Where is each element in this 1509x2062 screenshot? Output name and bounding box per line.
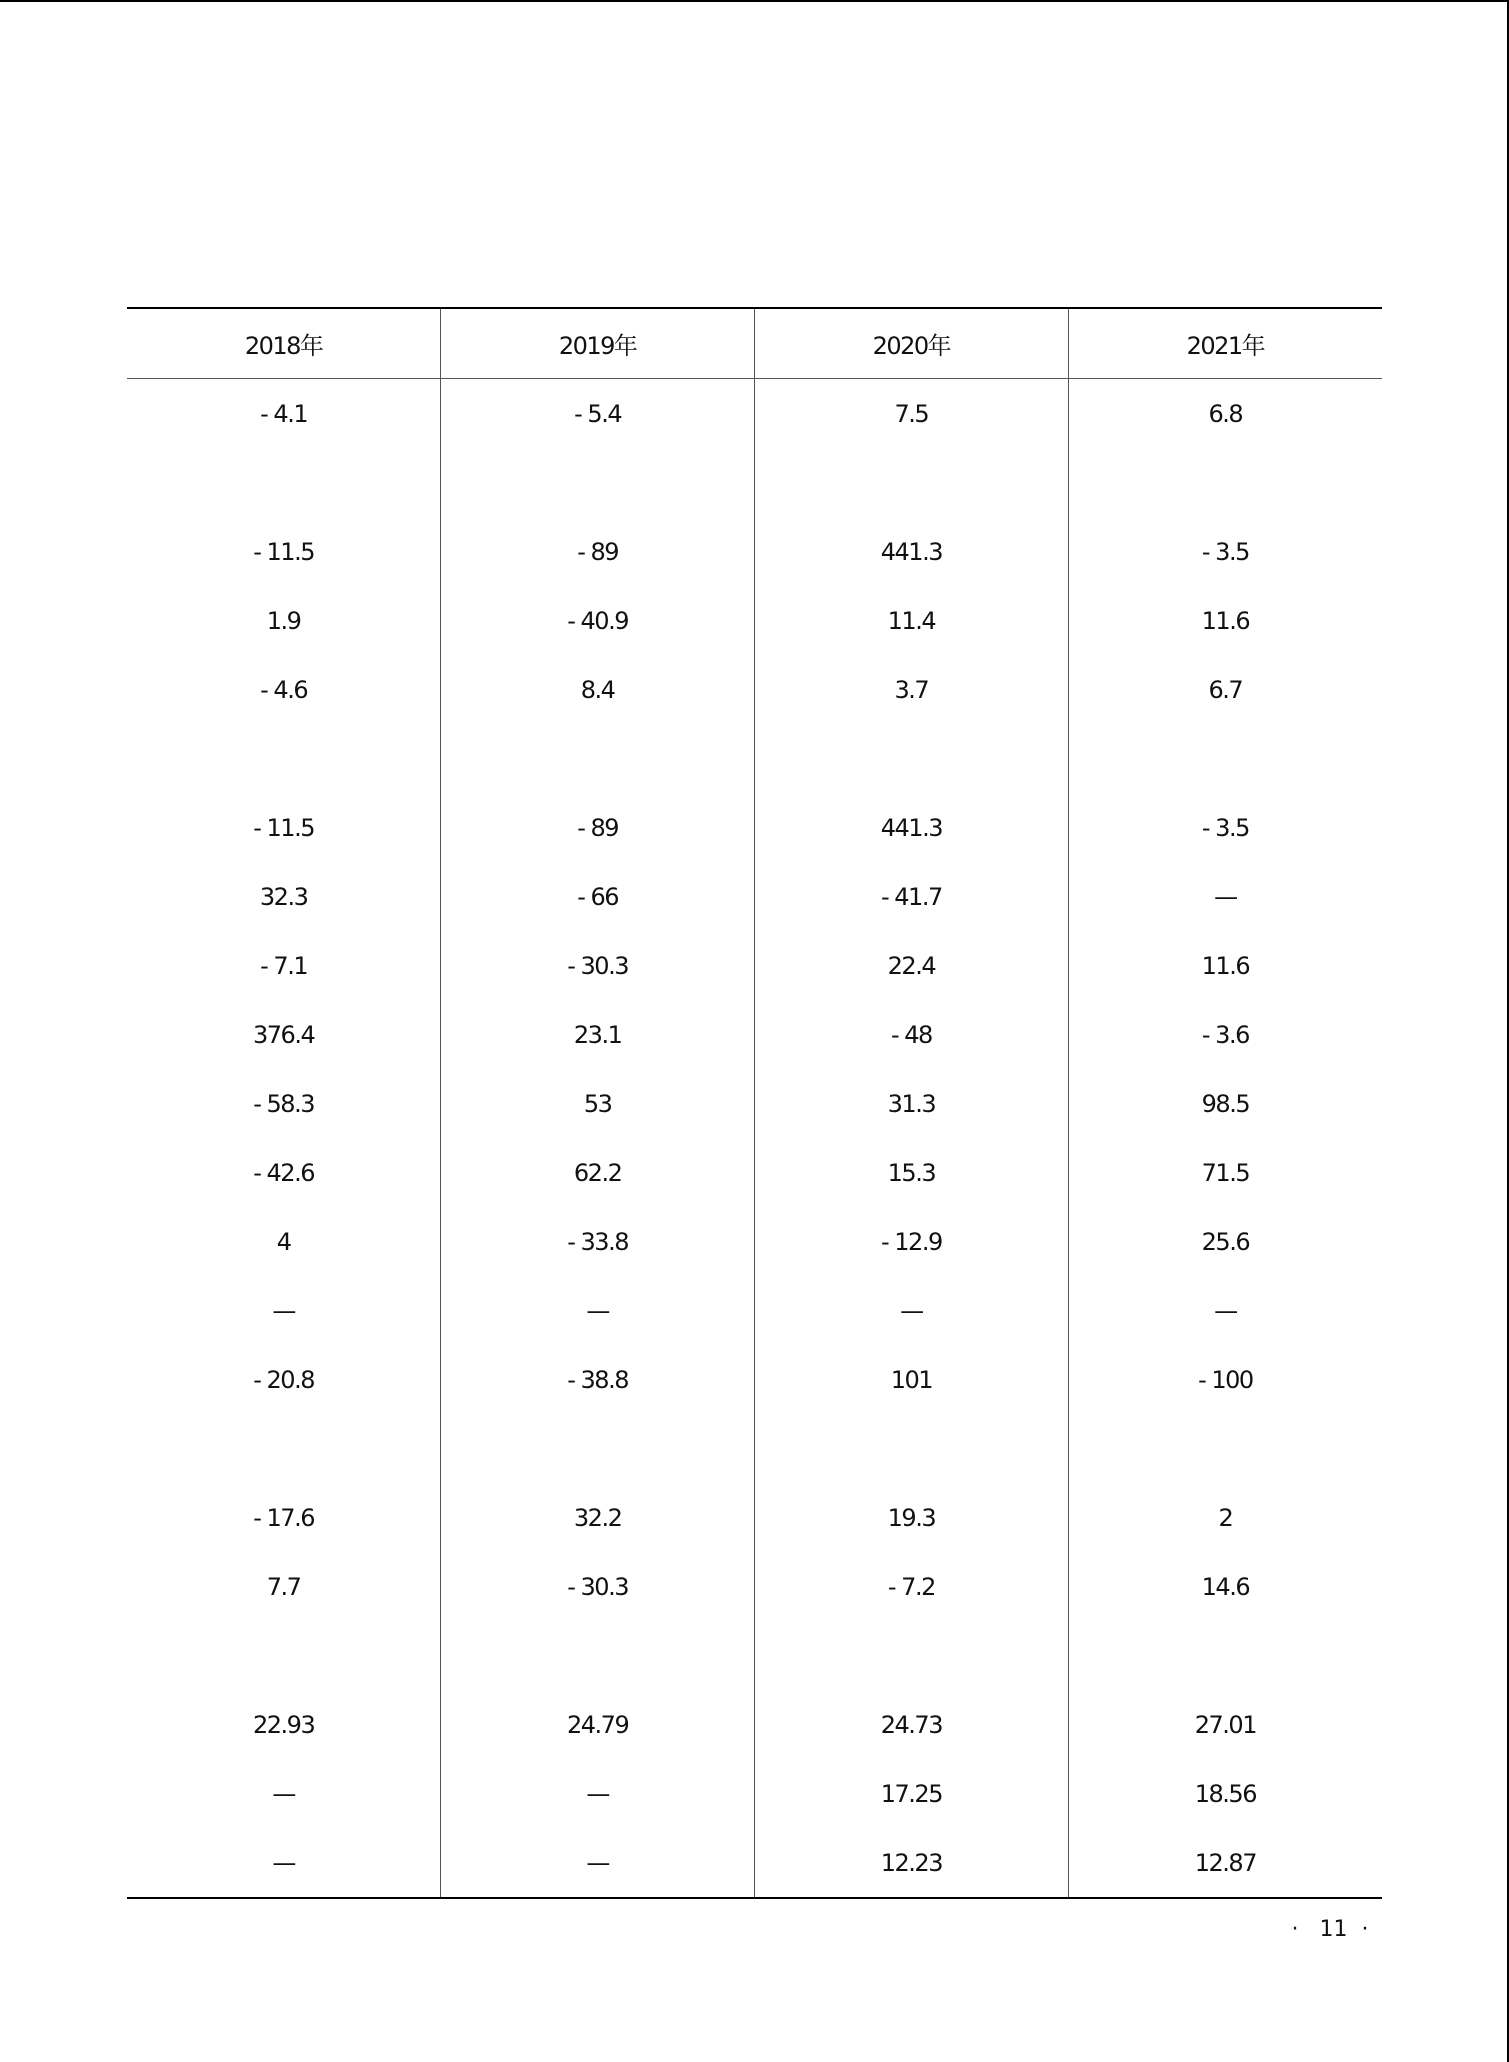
- table-cell: - 89: [441, 793, 755, 862]
- table-cell: - 17.6: [253, 1503, 314, 1532]
- table-cell: 15.3: [755, 1138, 1069, 1207]
- table-cell: 8.4: [441, 655, 755, 724]
- table-cell: 32.2: [441, 1483, 755, 1552]
- table-cell: - 66: [441, 862, 755, 931]
- table-cell: - 5.4: [441, 379, 755, 449]
- table-cell: 7.7: [266, 1572, 301, 1601]
- table-cell: —: [272, 1779, 295, 1808]
- table-row: [127, 586, 1382, 655]
- table-cell: 98.5: [1068, 1069, 1382, 1138]
- column-header-2020: 2020年: [755, 308, 1069, 379]
- table-row: [127, 1138, 1382, 1207]
- table-cell: - 33.8: [441, 1207, 755, 1276]
- table-row: [127, 793, 1382, 862]
- table-cell: [441, 1414, 755, 1483]
- table-cell: 27.01: [1068, 1690, 1382, 1759]
- table-cell: 1.9: [266, 606, 301, 635]
- table-cell: - 7.1: [260, 951, 308, 980]
- table-cell: —: [441, 1828, 755, 1898]
- table-cell: - 11.5: [253, 537, 314, 566]
- table-cell: - 41.7: [755, 862, 1069, 931]
- table-cell: 24.73: [755, 1690, 1069, 1759]
- table-cell: —: [1068, 1276, 1382, 1345]
- table-cell: - 58.3: [253, 1089, 314, 1118]
- table-cell: [127, 1621, 441, 1690]
- table-cell: 6.7: [1068, 655, 1382, 724]
- table-cell: 25.6: [1068, 1207, 1382, 1276]
- table-cell: 441.3: [755, 517, 1069, 586]
- table-cell: [755, 1414, 1069, 1483]
- table-cell: [127, 448, 441, 517]
- table-cell: 441.3: [755, 793, 1069, 862]
- table-cell: —: [272, 1296, 295, 1325]
- table-cell: —: [1068, 862, 1382, 931]
- table-cell: - 7.2: [755, 1552, 1069, 1621]
- table-cell: 11.6: [1068, 586, 1382, 655]
- table-row: [127, 1000, 1382, 1069]
- table-cell: 11.6: [1068, 931, 1382, 1000]
- table-cell: 17.25: [755, 1759, 1069, 1828]
- column-header-2019: 2019年: [441, 308, 755, 379]
- table-cell: —: [441, 1276, 755, 1345]
- table-cell: 53: [441, 1069, 755, 1138]
- table-cell: - 4.6: [260, 675, 308, 704]
- table-row: [127, 1345, 1382, 1414]
- table-cell: 12.87: [1068, 1828, 1382, 1898]
- table-cell: 19.3: [755, 1483, 1069, 1552]
- table-cell: [1068, 1621, 1382, 1690]
- table-cell: - 30.3: [441, 1552, 755, 1621]
- table-cell: - 40.9: [441, 586, 755, 655]
- table-cell: —: [127, 1828, 441, 1898]
- table-row: [127, 862, 1382, 931]
- table-cell: - 4.1: [260, 399, 308, 428]
- table-cell: [1068, 724, 1382, 793]
- table-cell: [127, 724, 441, 793]
- table-cell: —: [441, 1759, 755, 1828]
- table-cell: [755, 448, 1069, 517]
- table-cell: - 30.3: [441, 931, 755, 1000]
- table-row: [127, 1069, 1382, 1138]
- table-cell: - 3.5: [1068, 517, 1382, 586]
- table-cell: - 100: [1068, 1345, 1382, 1414]
- table-cell: - 42.6: [253, 1158, 314, 1187]
- table-row: [127, 1690, 1382, 1759]
- table-row: [127, 931, 1382, 1000]
- table-cell: 2: [1068, 1483, 1382, 1552]
- table-row: [127, 1621, 1382, 1690]
- table-cell: - 12.9: [755, 1207, 1069, 1276]
- table-row: [127, 724, 1382, 793]
- table-cell: [441, 448, 755, 517]
- table-row: [127, 1207, 1382, 1276]
- table-cell: 376.4: [253, 1020, 315, 1049]
- table-cell: 6.8: [1068, 379, 1382, 449]
- table-cell: —: [755, 1276, 1069, 1345]
- table-cell: - 11.5: [253, 813, 314, 842]
- table-cell: - 3.6: [1068, 1000, 1382, 1069]
- table-cell: [755, 724, 1069, 793]
- table-row: [127, 379, 1382, 449]
- table-cell: 18.56: [1068, 1759, 1382, 1828]
- table-row: [127, 1276, 1382, 1345]
- table-cell: 23.1: [441, 1000, 755, 1069]
- table-cell: 11.4: [755, 586, 1069, 655]
- table-cell: - 20.8: [253, 1365, 314, 1394]
- table-cell: 32.3: [259, 882, 308, 911]
- table-cell: 101: [755, 1345, 1069, 1414]
- table-cell: - 38.8: [441, 1345, 755, 1414]
- table-cell: 7.5: [755, 379, 1069, 449]
- table-cell: [441, 1621, 755, 1690]
- table-cell: 22.93: [253, 1710, 315, 1739]
- table-row: [127, 1483, 1382, 1552]
- column-header-2021: 2021年: [1068, 308, 1382, 379]
- table-cell: [127, 1414, 441, 1483]
- table-cell: - 3.5: [1068, 793, 1382, 862]
- table-cell: [1068, 448, 1382, 517]
- header-row: [127, 308, 1382, 379]
- table-cell: 71.5: [1068, 1138, 1382, 1207]
- table-cell: 12.23: [755, 1828, 1069, 1898]
- page-number: · 11 ·: [1291, 1917, 1369, 1942]
- table-row: [127, 1759, 1382, 1828]
- table-cell: 14.6: [1068, 1552, 1382, 1621]
- table-cell: 22.4: [755, 931, 1069, 1000]
- table-row: [127, 1828, 1382, 1898]
- table-cell: 31.3: [755, 1069, 1069, 1138]
- table-cell: 3.7: [755, 655, 1069, 724]
- table-row: [127, 448, 1382, 517]
- data-table: [127, 307, 1382, 1899]
- table-row: [127, 655, 1382, 724]
- table-cell: [755, 1621, 1069, 1690]
- table-cell: 62.2: [441, 1138, 755, 1207]
- table-cell: - 89: [441, 517, 755, 586]
- table-cell: 4: [276, 1227, 291, 1256]
- table-row: [127, 517, 1382, 586]
- table-cell: [1068, 1414, 1382, 1483]
- table-body: [127, 379, 1382, 1899]
- column-header-2018: 2018年: [127, 308, 441, 379]
- table-cell: [441, 724, 755, 793]
- table-cell: - 48: [755, 1000, 1069, 1069]
- table-row: [127, 1552, 1382, 1621]
- table-cell: 24.79: [441, 1690, 755, 1759]
- table-row: [127, 1414, 1382, 1483]
